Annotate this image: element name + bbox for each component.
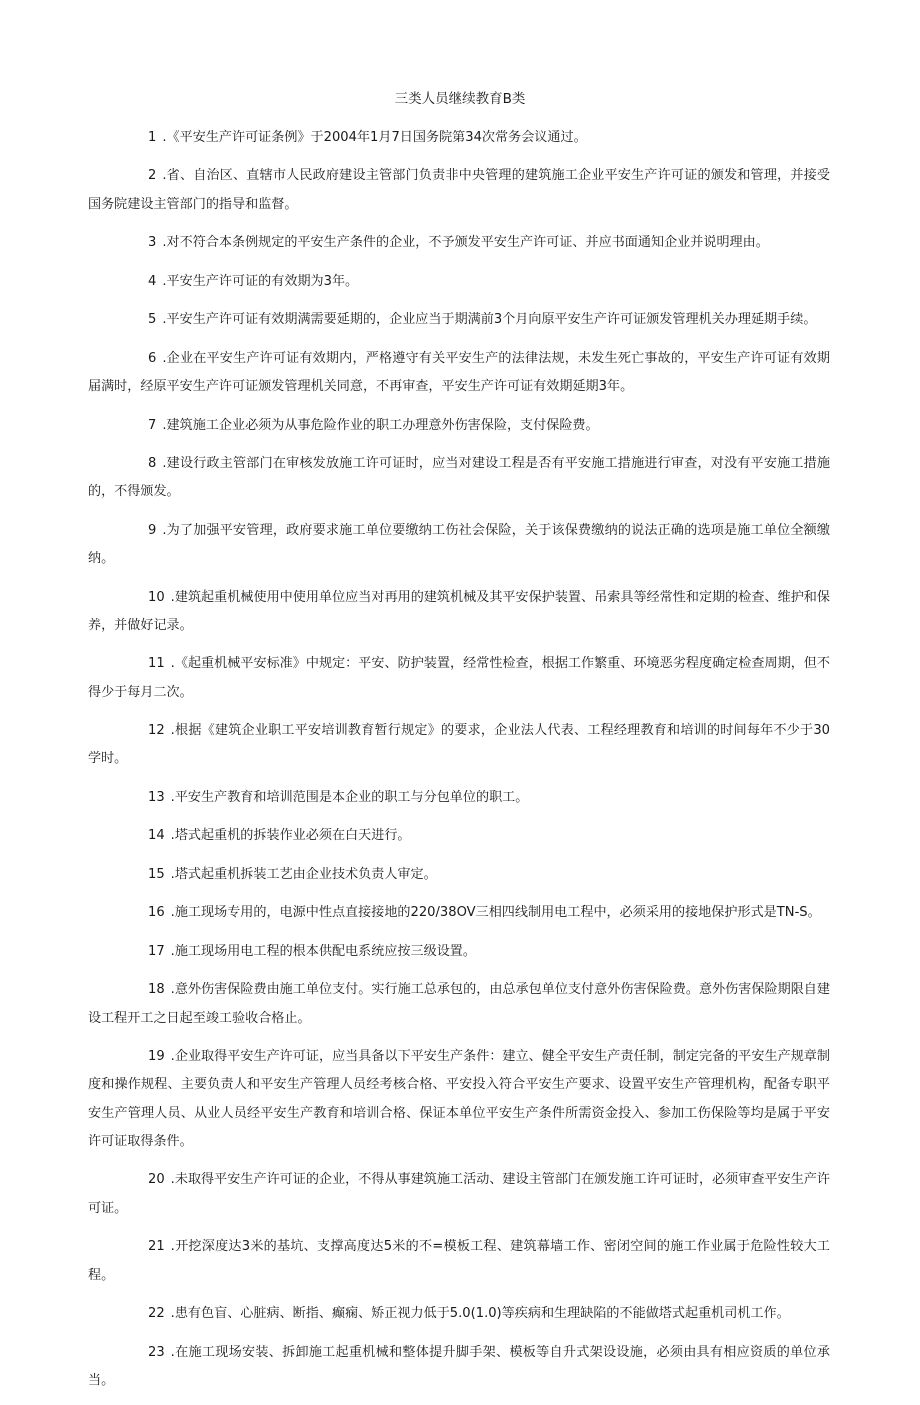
list-item xyxy=(88,345,830,402)
list-item xyxy=(88,306,830,334)
item-number: 18 xyxy=(148,982,165,998)
list-item xyxy=(88,1166,830,1223)
item-text: .平安生产许可证有效期满需要延期的，企业应当于期满前3个月向原平安生产许可证颁发管理机关办理延期手续。 xyxy=(162,312,817,328)
list-item xyxy=(88,1300,830,1328)
item-number: 5 xyxy=(148,312,157,328)
item-text: .在施工现场安装、拆卸施工起重机械和整体提升脚手架、模板等自升式架设设施，必须由具有相应资质的单位承当。 xyxy=(88,1344,830,1388)
item-number: 11 xyxy=(148,656,165,672)
list-item xyxy=(88,584,830,641)
item-text: .平安生产教育和培训范围是本企业的职工与分包单位的职工。 xyxy=(170,789,529,805)
document-title: 三类人员继续教育B类 xyxy=(394,91,526,107)
list-item xyxy=(88,412,830,440)
item-text: .建设行政主管部门在审核发放施工许可证时，应当对建设工程是否有平安施工措施进行审查，对没有平安施工措施的，不得颁发。 xyxy=(88,455,830,500)
list-item xyxy=(88,650,830,707)
item-number: 13 xyxy=(148,789,165,805)
item-text: .建筑起重机械使用中使用单位应当对再用的建筑机械及其平安保护装置、吊索具等经常性和定期的检查、维护和保养，并做好记录。 xyxy=(88,589,830,633)
list-item xyxy=(88,899,830,927)
item-number: 3 xyxy=(148,235,157,251)
item-number: 15 xyxy=(148,866,165,882)
list-item xyxy=(88,717,830,774)
list-item xyxy=(88,861,830,889)
list-item xyxy=(88,268,830,296)
item-number: 19 xyxy=(148,1049,165,1065)
item-text: .开挖深度达3米的基坑、支撑高度达5米的不=模板工程、建筑幕墙工作、密闭空间的施工作业属于危险性较大工程。 xyxy=(88,1239,830,1283)
item-number: 1 xyxy=(148,130,157,145)
item-text: .未取得平安生产许可证的企业，不得从事建筑施工活动、建设主管部门在颁发施工许可证时，必须审查平安生产许可证。 xyxy=(88,1172,830,1216)
item-number: 4 xyxy=(148,273,157,289)
list-item xyxy=(88,450,830,507)
item-text: .《起重机械平安标准》中规定：平安、防护装置，经常性检查，根据工作繁重、环境恶劣程度确定检查周期，但不得少于每月二次。 xyxy=(88,656,830,700)
list-item xyxy=(88,938,830,966)
item-text: .患有色盲、心脏病、断指、癫痫、矫正视力低于5.0(1.0)等疾病和生理缺陷的不能做塔式起重机司机工作。 xyxy=(170,1306,790,1322)
item-number: 23 xyxy=(148,1344,165,1360)
item-text: .塔式起重机拆装工艺由企业技术负责人审定。 xyxy=(170,866,437,882)
item-number: 22 xyxy=(148,1306,165,1322)
item-text: .对不符合本条例规定的平安生产条件的企业，不予颁发平安生产许可证、并应书面通知企业并说明理由。 xyxy=(162,235,769,251)
list-item xyxy=(88,517,830,574)
item-number: 14 xyxy=(148,828,165,844)
item-text: .塔式起重机的拆装作业必须在白天进行。 xyxy=(170,828,411,844)
item-text: .平安生产许可证的有效期为3年。 xyxy=(162,273,359,289)
list-item xyxy=(88,1043,830,1156)
item-number: 20 xyxy=(148,1172,165,1188)
item-text: .企业在平安生产许可证有效期内，严格遵守有关平安生产的法律法规，未发生死亡事故的，平安生产许可证有效期届满时，经原平安生产许可证颁发管理机关同意，不再审查，平安生产许可证有效期延期3年。 xyxy=(88,350,830,395)
item-number: 16 xyxy=(148,905,165,921)
list-item xyxy=(88,1339,830,1396)
item-text: .施工现场用电工程的根本供配电系统应按三级设置。 xyxy=(170,943,476,959)
item-text: .《平安生产许可证条例》于2004年1月7日国务院第34次常务会议通过。 xyxy=(162,130,587,145)
list-item xyxy=(88,124,830,152)
list-item xyxy=(88,1233,830,1290)
item-number: 7 xyxy=(148,417,157,433)
item-number: 8 xyxy=(148,455,157,471)
item-number: 21 xyxy=(148,1239,165,1255)
item-text: .施工现场专用的，电源中性点直接接地的220/38OV三相四线制用电工程中，必须采用的接地保护形式是TN-S。 xyxy=(170,905,821,921)
list-item xyxy=(88,229,830,257)
item-number: 2 xyxy=(148,168,157,184)
list-item xyxy=(88,784,830,812)
item-number: 9 xyxy=(148,522,157,538)
item-text: .为了加强平安管理，政府要求施工单位要缴纳工伤社会保险，关于该保费缴纳的说法正确的选项是施工单位全额缴纳。 xyxy=(88,522,830,567)
item-text: .意外伤害保险费由施工单位支付。实行施工总承包的，由总承包单位支付意外伤害保险费。意外伤害保险期限自建设工程开工之日起至竣工验收合格止。 xyxy=(88,982,830,1026)
list-item xyxy=(88,976,830,1033)
item-number: 12 xyxy=(148,723,165,739)
list-item xyxy=(88,162,830,219)
item-number: 6 xyxy=(148,350,157,366)
item-text: .企业取得平安生产许可证，应当具备以下平安生产条件：建立、健全平安生产责任制，制定完备的平安生产规章制度和操作规程、主要负责人和平安生产管理人员经考核合格、平安投入符合平安生产要求、设置平安生产管理机构，配备专职平安生产管理人员、从业人员经平安生产教育和培训合格、保证本单位平安生产条件所需资金投入、参加工伤保险等均是属于平安许可证取得条件。 xyxy=(88,1049,830,1149)
item-text: .省、自治区、直辖市人民政府建设主管部门负责非中央管理的建筑施工企业平安生产许可证的颁发和管理，并接受国务院建设主管部门的指导和监督。 xyxy=(88,168,830,212)
item-text: .建筑施工企业必须为从事危险作业的职工办理意外伤害保险，支付保险费。 xyxy=(162,417,599,433)
item-text: .根据《建筑企业职工平安培训教育暂行规定》的要求，企业法人代表、工程经理教育和培训的时间每年不少于30学时。 xyxy=(88,723,830,767)
list-item xyxy=(88,822,830,850)
question-list xyxy=(88,124,830,1405)
item-number: 10 xyxy=(148,589,165,605)
item-number: 17 xyxy=(148,943,165,959)
